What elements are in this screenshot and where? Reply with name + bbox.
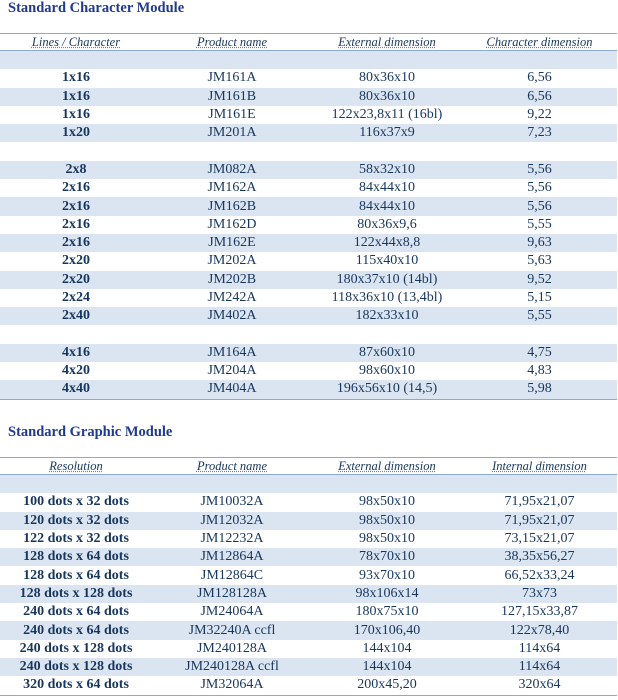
table-row — [0, 530, 617, 548]
cell-internal: 320x64 — [518, 677, 561, 693]
cell-resolution: 100 dots x 32 dots — [23, 494, 129, 510]
cell-product: JM24064A — [200, 604, 264, 620]
header-lines-character: Lines / Character — [31, 34, 121, 49]
table-row — [0, 234, 617, 252]
graphic-module-title: Standard Graphic Module — [8, 424, 173, 440]
cell-product: JM161E — [208, 107, 256, 123]
cell-external: 180x75x10 — [355, 604, 419, 620]
cell-lines: 4x40 — [0, 380, 152, 399]
cell-external: 118x36x10 (13,4bl) — [331, 290, 443, 305]
cell-product: JM12032A — [152, 512, 312, 530]
cell-external: 196x56x10 (14,5) — [312, 380, 462, 399]
table-header-row — [0, 34, 617, 51]
table-row — [0, 676, 617, 695]
table-row — [0, 179, 617, 197]
cell-internal: 114x64 — [462, 658, 617, 676]
cell-external: 180x37x10 (14bl) — [312, 271, 462, 289]
cell-product: JM240128A — [196, 640, 267, 656]
cell-external: 80x36x10 — [359, 70, 415, 86]
cell-external: 98x106x14 — [312, 585, 462, 603]
cell-lines: 1x16 — [62, 107, 90, 123]
table-row — [0, 344, 617, 362]
cell-product: JM402A — [152, 307, 312, 325]
cell-char-dim: 5,98 — [462, 380, 617, 399]
cell-lines: 2x16 — [0, 234, 152, 252]
table-row — [0, 216, 617, 234]
spacer-row — [0, 475, 617, 494]
table-row — [0, 69, 617, 87]
cell-product: JM161A — [207, 70, 257, 86]
table-row — [0, 585, 617, 603]
cell-lines: 1x16 — [62, 70, 90, 86]
cell-product: JM161B — [152, 88, 312, 106]
cell-external: 144x104 — [312, 658, 462, 676]
table-row — [0, 640, 617, 658]
header-product-name: Product name — [196, 458, 267, 473]
cell-product: JM12864A — [152, 548, 312, 566]
cell-resolution: 240 dots x 128 dots — [19, 640, 133, 656]
cell-lines: 2x16 — [0, 197, 152, 215]
table-row — [0, 380, 617, 399]
header-character-dimension: Character dimension — [486, 34, 593, 49]
table-row — [0, 289, 617, 307]
cell-internal: 114x64 — [518, 640, 561, 656]
cell-product: JM164A — [152, 344, 312, 362]
spacer-row — [0, 142, 617, 160]
cell-external: 58x32x10 — [312, 161, 462, 179]
cell-internal: 73,15x21,07 — [504, 531, 575, 547]
cell-internal: 66,52x33,24 — [504, 567, 575, 583]
character-module-table — [0, 33, 617, 400]
cell-char-dim: 5,55 — [462, 307, 617, 325]
cell-char-dim: 9,63 — [462, 234, 617, 252]
cell-char-dim: 5,55 — [527, 216, 552, 232]
table-row — [0, 88, 617, 106]
table-row — [0, 566, 617, 584]
cell-lines: 2x16 — [62, 180, 90, 196]
cell-external: 122x44x8,8 — [312, 234, 462, 252]
cell-lines: 2x8 — [0, 161, 152, 179]
cell-char-dim: 9,52 — [462, 271, 617, 289]
cell-lines: 2x24 — [62, 290, 90, 305]
cell-external: 170x106,40 — [312, 621, 462, 639]
cell-lines: 2x20 — [62, 253, 90, 269]
cell-product: JM32240A ccfl — [152, 621, 312, 639]
table-row — [0, 493, 617, 511]
header-product-name: Product name — [196, 34, 267, 49]
cell-resolution: 240 dots x 64 dots — [23, 604, 129, 620]
table-row — [0, 197, 617, 215]
cell-product: JM162A — [207, 180, 257, 196]
header-external-dimension: External dimension — [338, 458, 436, 473]
cell-product: JM202B — [152, 271, 312, 289]
cell-internal: 122x78,40 — [462, 621, 617, 639]
cell-external: 115x40x10 — [355, 253, 419, 269]
cell-product: JM32064A — [200, 677, 264, 693]
header-external-dimension: External dimension — [338, 34, 436, 49]
cell-char-dim: 5,63 — [527, 253, 552, 269]
cell-char-dim: 6,56 — [527, 70, 552, 86]
cell-product: JM242A — [207, 290, 257, 305]
table-row — [0, 658, 617, 676]
cell-internal: 71,95x21,07 — [504, 494, 575, 510]
cell-product: JM12864C — [200, 567, 264, 583]
table-row — [0, 161, 617, 179]
table-row — [0, 603, 617, 621]
cell-internal: 38,35x56,27 — [462, 548, 617, 566]
cell-external: 80x36x9,6 — [357, 216, 417, 232]
cell-resolution: 128 dots x 128 dots — [0, 585, 152, 603]
cell-char-dim: 5,15 — [527, 290, 552, 305]
cell-resolution: 128 dots x 64 dots — [0, 548, 152, 566]
cell-product: JM10032A — [200, 494, 264, 510]
cell-resolution: 240 dots x 128 dots — [0, 658, 152, 676]
cell-lines: 1x16 — [0, 88, 152, 106]
cell-char-dim: 5,56 — [462, 197, 617, 215]
cell-char-dim: 6,56 — [462, 88, 617, 106]
table-row — [0, 252, 617, 270]
cell-internal: 71,95x21,07 — [462, 512, 617, 530]
cell-external: 98x50x10 — [359, 531, 415, 547]
cell-lines: 4x20 — [62, 363, 90, 379]
cell-char-dim: 5,56 — [462, 161, 617, 179]
cell-external: 93x70x10 — [359, 567, 415, 583]
cell-product: JM12232A — [200, 531, 264, 547]
cell-char-dim: 4,83 — [527, 363, 552, 379]
cell-external: 144x104 — [362, 640, 412, 656]
cell-product: JM201A — [152, 124, 312, 142]
cell-lines: 4x16 — [0, 344, 152, 362]
character-module-title: Standard Character Module — [8, 0, 185, 16]
cell-external: 122x23,8x11 (16bl) — [331, 107, 443, 123]
cell-lines: 2x16 — [62, 216, 90, 232]
cell-product: JM404A — [152, 380, 312, 399]
table-row — [0, 621, 617, 639]
cell-external: 80x36x10 — [312, 88, 462, 106]
cell-product: JM082A — [152, 161, 312, 179]
graphic-module-table — [0, 457, 617, 696]
cell-external: 78x70x10 — [312, 548, 462, 566]
spacer-row — [0, 51, 617, 70]
cell-internal: 73x73 — [462, 585, 617, 603]
cell-external: 98x50x10 — [312, 512, 462, 530]
cell-char-dim: 5,56 — [527, 180, 552, 196]
cell-lines: 2x20 — [0, 271, 152, 289]
header-resolution: Resolution — [49, 458, 103, 473]
table-row — [0, 307, 617, 325]
spacer-row — [0, 325, 617, 343]
cell-char-dim: 7,23 — [462, 124, 617, 142]
cell-internal: 127,15x33,87 — [501, 604, 578, 620]
cell-resolution: 240 dots x 64 dots — [0, 621, 152, 639]
cell-external: 116x37x9 — [312, 124, 462, 142]
cell-product: JM128128A — [152, 585, 312, 603]
cell-external: 87x60x10 — [312, 344, 462, 362]
cell-product: JM162D — [207, 216, 257, 232]
table-row — [0, 106, 617, 124]
cell-product: JM240128A ccfl — [152, 658, 312, 676]
cell-external: 84x44x10 — [312, 197, 462, 215]
cell-resolution: 120 dots x 32 dots — [0, 512, 152, 530]
cell-external: 84x44x10 — [359, 180, 415, 196]
table-header-row — [0, 458, 617, 475]
cell-resolution: 320 dots x 64 dots — [23, 677, 129, 693]
cell-product: JM204A — [207, 363, 257, 379]
cell-resolution: 122 dots x 32 dots — [23, 531, 129, 547]
table-row — [0, 124, 617, 142]
cell-char-dim: 9,22 — [527, 107, 552, 123]
header-internal-dimension: Internal dimension — [492, 458, 587, 473]
cell-external: 98x60x10 — [359, 363, 415, 379]
cell-external: 98x50x10 — [359, 494, 415, 510]
cell-external: 182x33x10 — [312, 307, 462, 325]
cell-product: JM202A — [207, 253, 257, 269]
cell-external: 200x45,20 — [357, 677, 417, 693]
table-row — [0, 271, 617, 289]
table-row — [0, 362, 617, 380]
cell-char-dim: 4,75 — [462, 344, 617, 362]
cell-lines: 2x40 — [0, 307, 152, 325]
cell-resolution: 128 dots x 64 dots — [23, 567, 129, 583]
table-row — [0, 512, 617, 530]
cell-product: JM162E — [152, 234, 312, 252]
cell-lines: 1x20 — [0, 124, 152, 142]
table-row — [0, 548, 617, 566]
cell-product: JM162B — [152, 197, 312, 215]
